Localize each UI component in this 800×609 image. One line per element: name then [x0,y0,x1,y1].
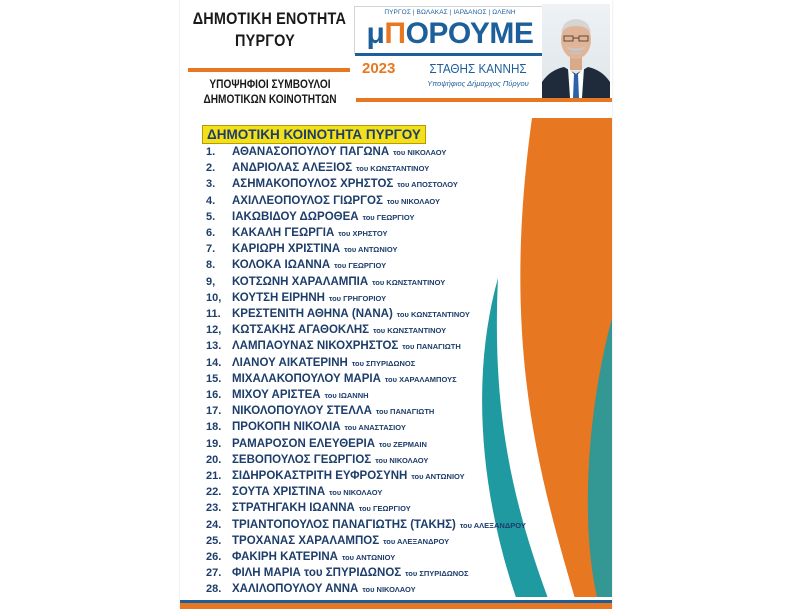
section-title: ΔΗΜΟΤΙΚΗ ΚΟΙΝΟΤΗΤΑ ΠΥΡΓΟΥ [202,125,426,144]
logo-text-highlight: Π [384,17,406,50]
member-name: ΚΟΤΣΩΝΗ ΧΑΡΑΛΑΜΠΙΑ [232,275,369,288]
title-divider [188,68,350,72]
member-number: 24. [206,518,222,531]
party-logo [354,6,546,54]
member-number: 8. [206,259,216,272]
member-number: 7. [206,243,216,256]
list-item [206,355,415,371]
subtitle-line-2: ΔΗΜΟΤΙΚΩΝ ΚΟΙΝΟΤΗΤΩΝ [203,94,337,106]
member-name: ΜΙΧΟΥ ΑΡΙΣΤΕΑ [232,389,321,401]
member-number: 23. [206,502,222,515]
member-name: ΚΟΥΤΣΗ ΕΙΡΗΝΗ [232,291,325,304]
list-item [206,484,382,500]
member-name: ΣΟΥΤΑ ΧΡΙΣΤΙΝΑ [232,486,326,499]
list-item [206,436,427,452]
member-patronymic: του ΑΝΤΩΝΙΟΥ [344,245,398,255]
member-name: ΛΑΜΠΑΟΥΝΑΣ ΝΙΚΟΧΡΗΣΤΟΣ [232,340,399,353]
member-patronymic: του ΑΝΑΣΤΑΣΙΟΥ [344,423,406,433]
list-item [206,144,446,160]
list-item [206,419,406,435]
member-patronymic: του ΖΕΡΜΑΙΝ [379,439,427,449]
member-patronymic: του ΣΠΥΡΙΔΩΝΟΣ [405,569,469,579]
member-name: ΚΡΕΣΤΕΝΙΤΗ ΑΘΗΝΑ (ΝΑΝΑ) [232,308,393,320]
member-patronymic: του ΑΝΤΩΝΙΟΥ [411,472,465,481]
member-patronymic: του ΑΠΟΣΤΟΛΟΥ [397,180,458,190]
member-name: ΑΧΙΛΛΕΟΠΟΥΛΟΣ ΓΙΩΡΓΟΣ [232,194,383,207]
candidate-role: Υποψήφιος Δήμαρχος Πύργου [427,79,529,88]
member-name: ΚΑΚΑΛΗ ΓΕΩΡΓΙΑ [232,227,335,239]
member-number: 28. [206,583,222,596]
poster-header [180,0,612,118]
candidate-photo [542,4,610,98]
member-patronymic: του ΝΙΚΟΛΑΟΥ [362,585,416,595]
member-patronymic: του ΚΩΝΣΤΑΝΤΙΝΟΥ [396,310,470,319]
member-number: 20. [206,453,222,466]
list-item [206,160,429,176]
member-name: ΣΙΔΗΡΟΚΑΣΤΡΙΤΗ ΕΥΦΡΟΣΥΝΗ [232,470,408,482]
list-item [206,257,386,273]
member-number: 3. [206,178,216,191]
list-item [206,274,445,290]
list-item [206,533,449,549]
member-name: ΑΝΔΡΙΟΛΑΣ ΑΛΕΞΙΟΣ [232,162,353,175]
member-name: ΣΤΡΑΤΗΓΑΚΗ ΙΩΑΝΝΑ [232,502,355,515]
member-patronymic: του ΧΡΗΣΤΟΥ [338,229,388,238]
list-item [206,193,440,209]
member-number: 1. [206,146,216,158]
member-number: 4. [206,194,216,207]
logo-tagline: ΠΥΡΓΟΣ | ΒΩΛΑΚΑΣ | ΙΑΡΔΑΝΟΣ | ΩΛΕΝΗ [384,9,516,16]
member-name: ΙΑΚΩΒΙΔΟΥ ΔΩΡΟΘΕΑ [232,210,359,223]
member-number: 6. [206,227,216,239]
municipal-unit-title [192,8,347,52]
member-patronymic: του ΠΑΝΑΓΙΩΤΗ [375,407,435,417]
list-item [206,500,411,516]
member-name: ΛΙΑΝΟΥ ΑΙΚΑΤΕΡΙΝΗ [232,356,348,369]
list-item [206,371,457,387]
logo-text-pre: μ [366,17,385,50]
member-patronymic: του ΝΙΚΟΛΑΟΥ [393,148,447,157]
municipal-unit-line-1: ΔΗΜΟΤΙΚΗ ΕΝΟΤΗΤΑ [192,9,347,28]
member-name: ΤΡΟΧΑΝΑΣ ΧΑΡΑΛΑΜΠΟΣ [232,534,380,547]
member-name: ΦΙΛΗ ΜΑΡΙΑ του ΣΠΥΡΙΔΩΝΟΣ [232,567,402,580]
list-item [206,549,395,565]
list-item [206,452,428,468]
member-patronymic: του ΓΕΩΡΓΙΟΥ [334,261,387,271]
member-patronymic: του ΑΛΕΞΑΝΔΡΟΥ [459,520,526,530]
logo-text-post: ΟΡΟΥΜΕ [405,17,534,50]
member-number: 26. [206,551,222,563]
member-number: 15. [206,372,222,385]
list-item [206,468,465,484]
logo-underline [355,53,543,56]
list-item [206,322,446,338]
member-name: ΦΑΚΙΡΗ ΚΑΤΕΡΙΝΑ [232,551,338,563]
member-name: ΧΑΛΙΛΟΠΟΥΛΟΥ ΑΝΝΑ [232,583,359,596]
member-number: 21. [206,470,222,482]
member-number: 16. [206,389,222,401]
municipal-unit-line-2: ΠΥΡΓΟΥ [235,31,295,50]
member-name: ΚΩΤΣΑΚΗΣ ΑΓΑΘΟΚΛΗΣ [232,324,370,337]
list-item [206,209,415,225]
header-divider [356,98,612,102]
list-item [206,581,416,597]
candidate-portrait-icon [542,4,610,98]
member-number: 27. [206,567,222,580]
member-patronymic: του ΚΩΝΣΤΑΝΤΙΝΟΥ [373,326,447,336]
list-item [206,176,458,192]
member-patronymic: του ΓΡΗΓΟΡΙΟΥ [328,293,387,303]
member-patronymic: του ΝΙΚΟΛΑΟΥ [329,488,383,498]
member-patronymic: του ΝΙΚΟΛΑΟΥ [386,196,441,206]
member-patronymic: του ΝΙΚΟΛΑΟΥ [375,455,429,465]
list-item [206,387,369,403]
member-name: ΤΡΙΑΝΤΟΠΟΥΛΟΣ ΠΑΝΑΓΙΩΤΗΣ (ΤΑΚΗΣ) [232,518,456,531]
member-name: ΜΙΧΑΛΑΚΟΠΟΥΛΟΥ ΜΑΡΙΑ [232,372,381,385]
member-patronymic: του ΓΕΩΡΓΙΟΥ [362,212,415,222]
member-number: 22. [206,486,222,499]
member-name: ΣΕΒΟΠΟΥΛΟΣ ΓΕΩΡΓΙΟΣ [232,453,372,466]
member-patronymic: του ΠΑΝΑΓΙΩΤΗ [402,342,461,352]
member-number: 11. [206,308,221,320]
member-name: ΠΡΟΚΟΠΗ ΝΙΚΟΛΙΑ [232,421,341,434]
member-number: 17. [206,405,222,418]
list-item [206,225,387,241]
member-name: ΚΑΡΙΩΡΗ ΧΡΙΣΤΙΝΑ [232,243,341,256]
member-number: 2. [206,162,216,175]
member-name: ΑΘΑΝΑΣΟΠΟΥΛΟΥ ΠΑΓΩΝΑ [232,146,390,158]
member-patronymic: του ΓΕΩΡΓΙΟΥ [358,504,411,514]
member-patronymic: του ΚΩΝΣΤΑΝΤΙΝΟΥ [372,277,446,287]
candidate-list-area [180,118,612,609]
member-name: ΚΟΛΟΚΑ ΙΩΑΝΝΑ [232,259,331,272]
member-patronymic: του ΑΝΤΩΝΙΟΥ [341,553,396,562]
member-patronymic: του ΧΑΡΑΛΑΜΠΟΥΣ [384,374,457,384]
list-item [206,338,461,354]
subtitle-line-1: ΥΠΟΨΗΦΙΟΙ ΣΥΜΒΟΥΛΟΙ [209,79,331,91]
member-number: 10, [206,291,222,304]
member-patronymic: του ΣΠΥΡΙΔΩΝΟΣ [351,358,416,368]
member-number: 25. [206,534,222,547]
candidate-name: ΣΤΑΘΗΣ ΚΑΝΝΗΣ [429,61,527,76]
member-number: 18. [206,421,222,434]
member-patronymic: του ΑΛΕΞΑΝΔΡΟΥ [383,536,450,546]
list-item [206,290,386,306]
member-name: ΡΑΜΑΡΟΣΟΝ ΕΛΕΥΘΕΡΙΑ [232,437,375,450]
subtitle [191,78,349,108]
member-number: 5. [206,210,216,223]
member-number: 9, [206,275,216,288]
list-item [206,306,470,322]
member-name: ΑΣΗΜΑΚΟΠΟΥΛΟΣ ΧΡΗΣΤΟΣ [232,178,394,191]
member-number: 19. [206,437,222,450]
logo-text [355,16,545,52]
list-item [206,565,469,581]
list-item [206,403,434,419]
member-number: 13. [206,340,222,353]
poster [180,0,612,609]
list-item [206,241,397,257]
member-name: ΝΙΚΟΛΟΠΟΥΛΟΥ ΣΤΕΛΛΑ [232,405,372,418]
bottom-stripes [180,597,612,609]
member-patronymic: του ΙΩΑΝΝΗ [324,391,369,400]
member-patronymic: του ΚΩΝΣΤΑΝΤΙΝΟΥ [356,164,430,174]
member-number: 14. [206,356,222,369]
election-year: 2023 [362,60,396,77]
member-number: 12, [206,324,222,337]
list-item [206,517,526,533]
